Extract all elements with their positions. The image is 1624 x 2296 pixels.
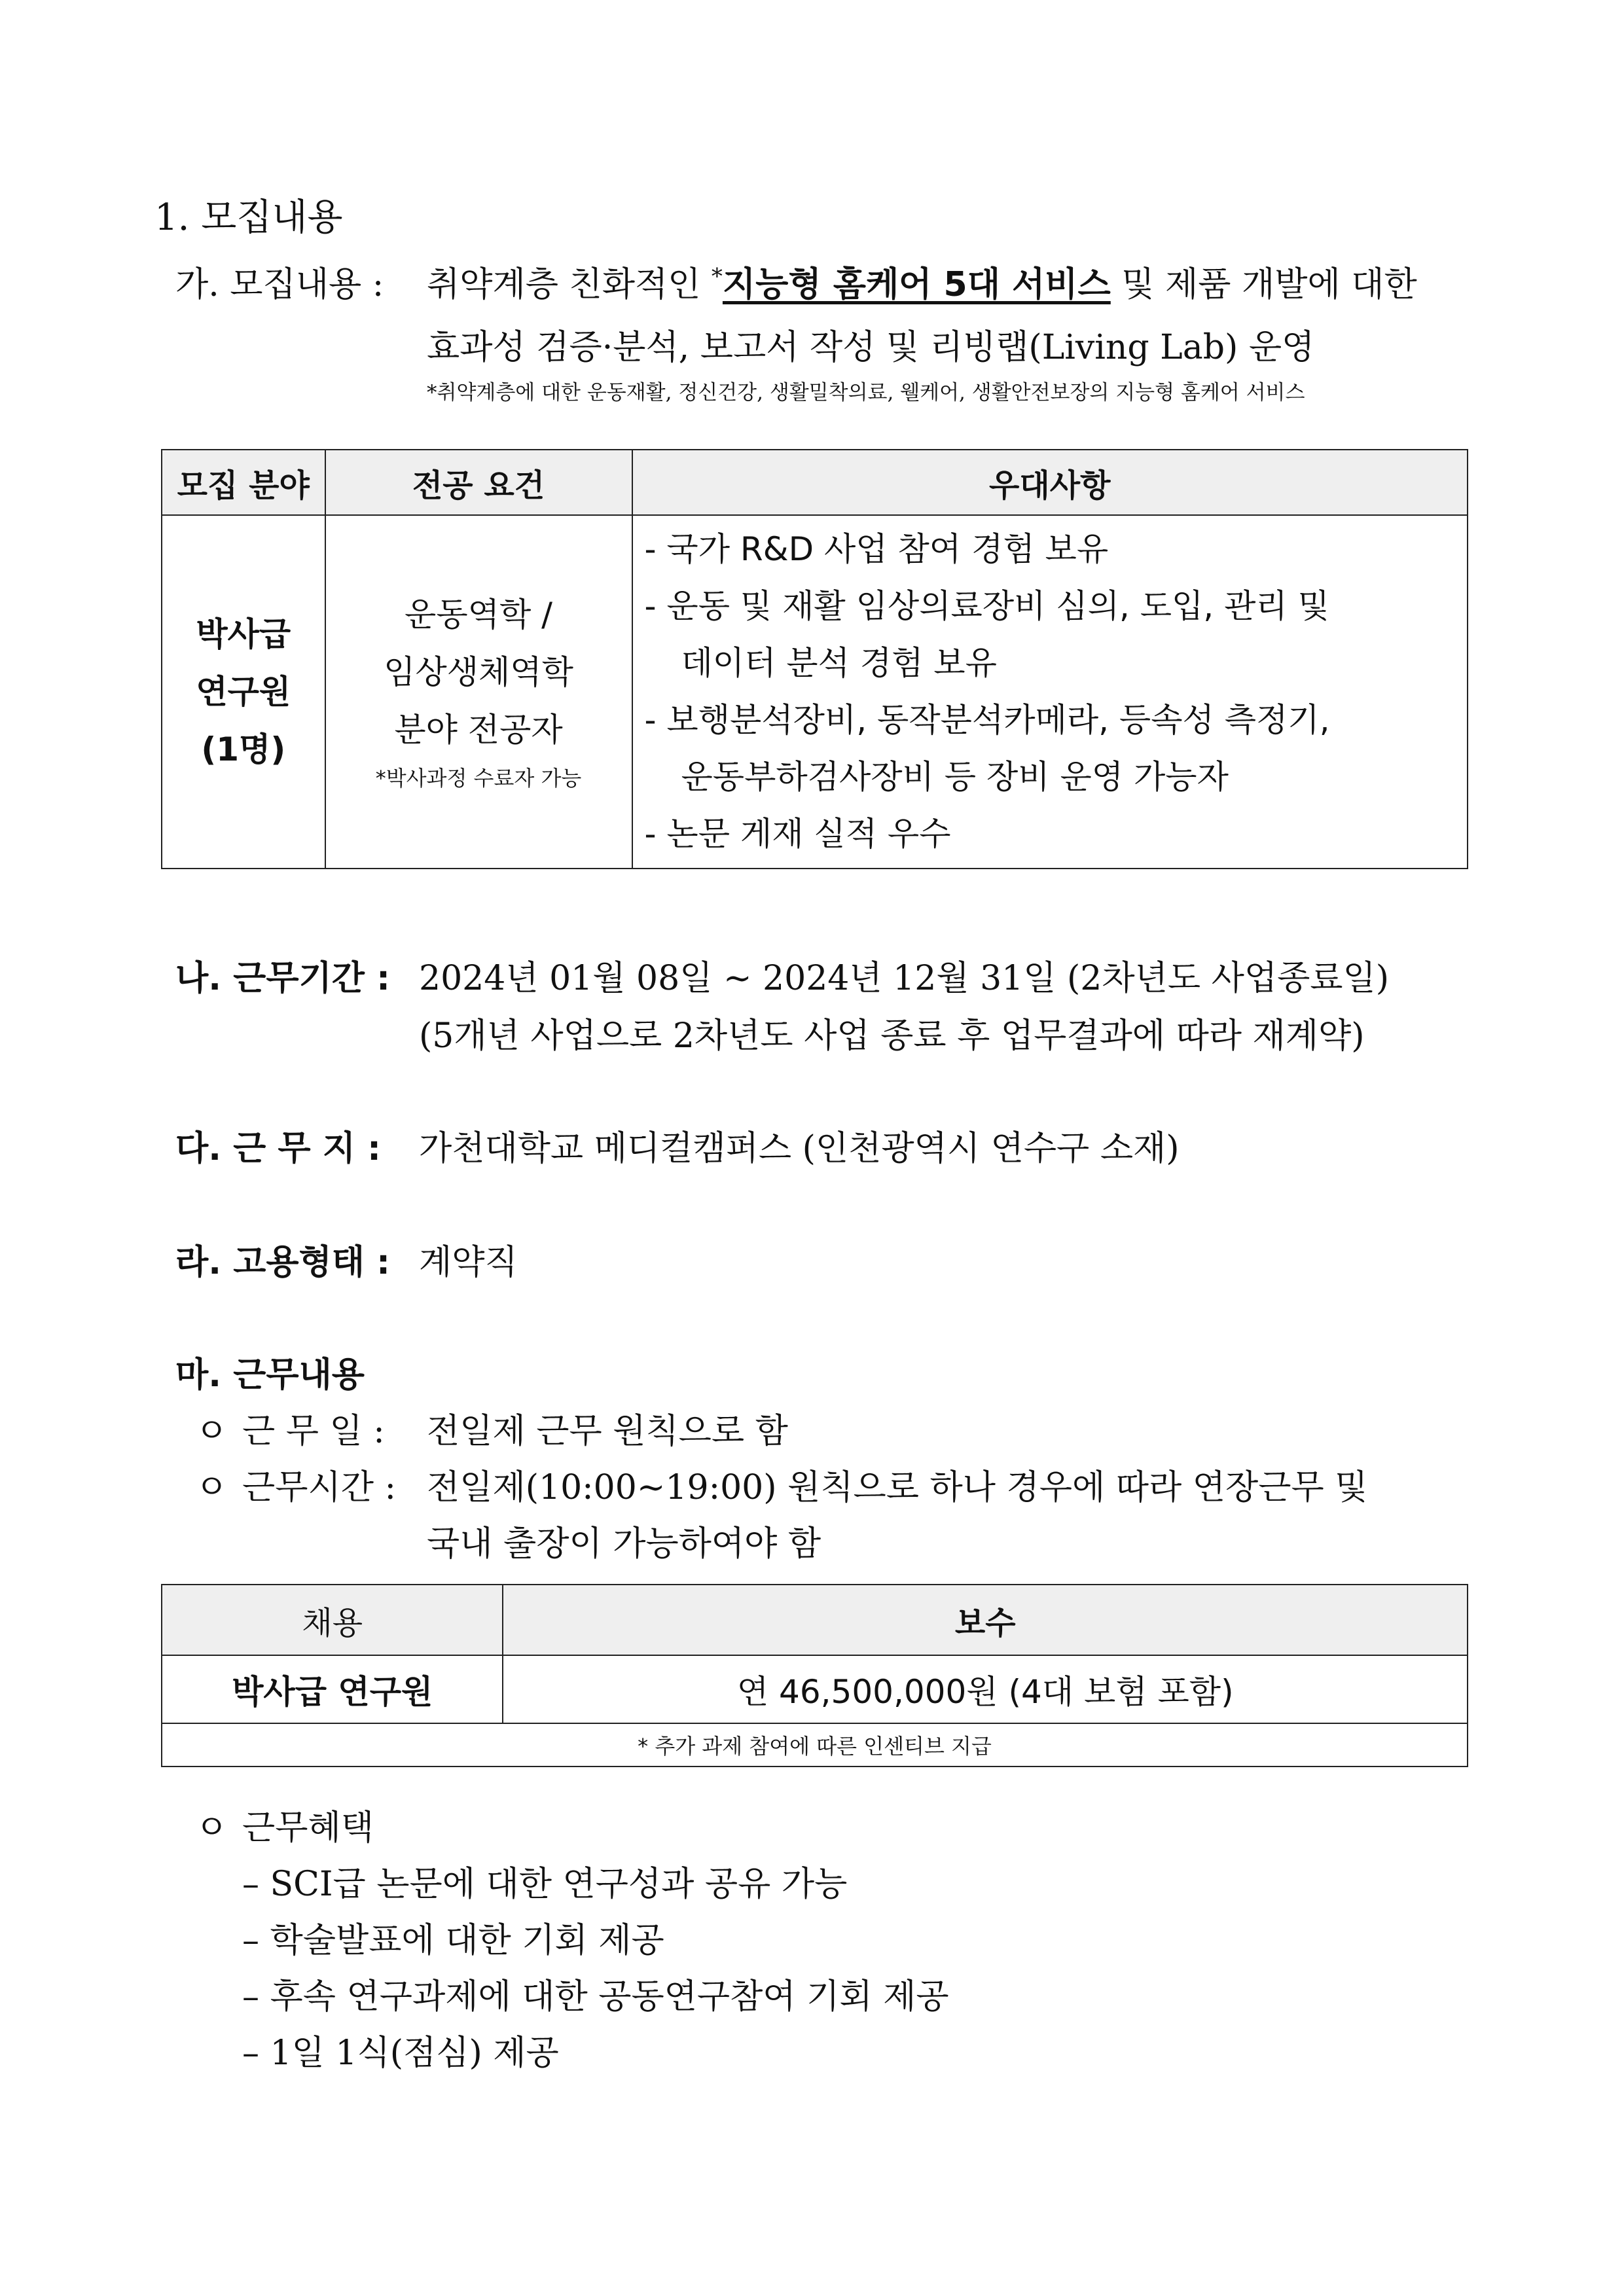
pay-table (161, 1584, 1468, 1767)
preference-item: - 국가 R&D 사업 참여 경험 보유 (644, 530, 1109, 568)
field-cell (162, 515, 325, 869)
work-period-label: 나. 근무기간 : (175, 959, 390, 998)
preference-cell (632, 515, 1468, 869)
service-highlight: 지능형 홈케어 5대 서비스 (722, 265, 1111, 304)
header-preference: 우대사항 (632, 450, 1468, 515)
header-hiring: 채용 (162, 1585, 503, 1655)
recruit-content-text: 취약계층 친화적인 (427, 265, 712, 304)
asterisk-mark: * (711, 263, 723, 290)
employment-type-label: 라. 고용형태 : (175, 1243, 390, 1282)
major-line: 분야 전공자 (394, 711, 563, 749)
pay-role: 박사급 연구원 (162, 1655, 503, 1723)
field-line: 박사급 (196, 615, 291, 653)
bullet-icon: ㅇ (195, 1412, 228, 1451)
work-period-line-2: (5개년 사업으로 2차년도 사업 종료 후 업무결과에 따라 재계약) (419, 1016, 1365, 1056)
recruit-content-label: 가. 모집내용 : (175, 265, 384, 304)
major-cell (325, 515, 632, 869)
work-day-label: 근 무 일 : (242, 1412, 385, 1451)
work-hours-line-1: 전일제(10:00~19:00) 원칙으로 하나 경우에 따라 연장근무 및 (427, 1468, 1368, 1507)
work-period-line-1: 2024년 01월 08일 ~ 2024년 12월 31일 (2차년도 사업종료일) (419, 959, 1390, 998)
work-content-label: 마. 근무내용 (175, 1355, 365, 1395)
recruit-content-line-2: 효과성 검증·분석, 보고서 작성 및 리빙랩(Living Lab) 운영 (427, 328, 1315, 367)
preference-item: - 운동 및 재활 임상의료장비 심의, 도입, 관리 및 (644, 587, 1329, 625)
header-field: 모집 분야 (162, 450, 325, 515)
major-line: 임상생체역학 (384, 653, 573, 691)
bullet-icon: ㅇ (195, 1808, 228, 1848)
benefits-title: 근무혜택 (242, 1808, 374, 1848)
recruit-footnote: *취약계층에 대한 운동재활, 정신건강, 생활밀착의료, 웰케어, 생활안전보장의 지능형 홈케어 서비스 (427, 381, 1305, 404)
recruit-content-line-1 (427, 257, 1417, 306)
field-line: (1명) (201, 730, 286, 768)
work-place-value: 가천대학교 메디컬캠퍼스 (인천광역시 연수구 소재) (419, 1129, 1180, 1168)
pay-amount: 연 46,500,000원 (4대 보험 포함) (503, 1655, 1468, 1723)
employment-type-value: 계약직 (419, 1243, 518, 1282)
header-major: 전공 요건 (325, 450, 632, 515)
major-note: *박사과정 수료자 가능 (375, 766, 582, 791)
preference-item-cont: 운동부하검사장비 등 장비 운영 가능자 (681, 758, 1229, 796)
work-hours-label: 근무시간 : (242, 1468, 396, 1507)
recruit-content-text-post: 및 제품 개발에 대한 (1110, 265, 1417, 304)
benefit-item: – 학술발표에 대한 기회 제공 (242, 1921, 664, 1960)
recruit-table (161, 449, 1468, 869)
header-salary: 보수 (503, 1585, 1468, 1655)
benefit-item: – SCI급 논문에 대한 연구성과 공유 가능 (242, 1865, 848, 1904)
benefit-item: – 후속 연구과제에 대한 공동연구참여 기회 제공 (242, 1977, 949, 2017)
work-hours-line-2: 국내 출장이 가능하여야 함 (427, 1524, 821, 1564)
major-line: 운동역학 / (405, 596, 552, 634)
benefit-item: – 1일 1식(점심) 제공 (242, 2034, 559, 2073)
bullet-icon: ㅇ (195, 1468, 228, 1507)
work-day-value: 전일제 근무 원칙으로 함 (427, 1412, 788, 1451)
work-place-label: 다. 근 무 지 : (175, 1129, 381, 1168)
field-line: 연구원 (196, 673, 291, 711)
preference-item: - 보행분석장비, 동작분석카메라, 등속성 측정기, (644, 701, 1330, 739)
preference-item-cont: 데이터 분석 경험 보유 (681, 644, 997, 682)
pay-note: * 추가 과제 참여에 따른 인센티브 지급 (162, 1723, 1468, 1767)
preference-item: - 논문 게재 실적 우수 (644, 815, 951, 853)
section-title: 1. 모집내용 (154, 196, 343, 239)
